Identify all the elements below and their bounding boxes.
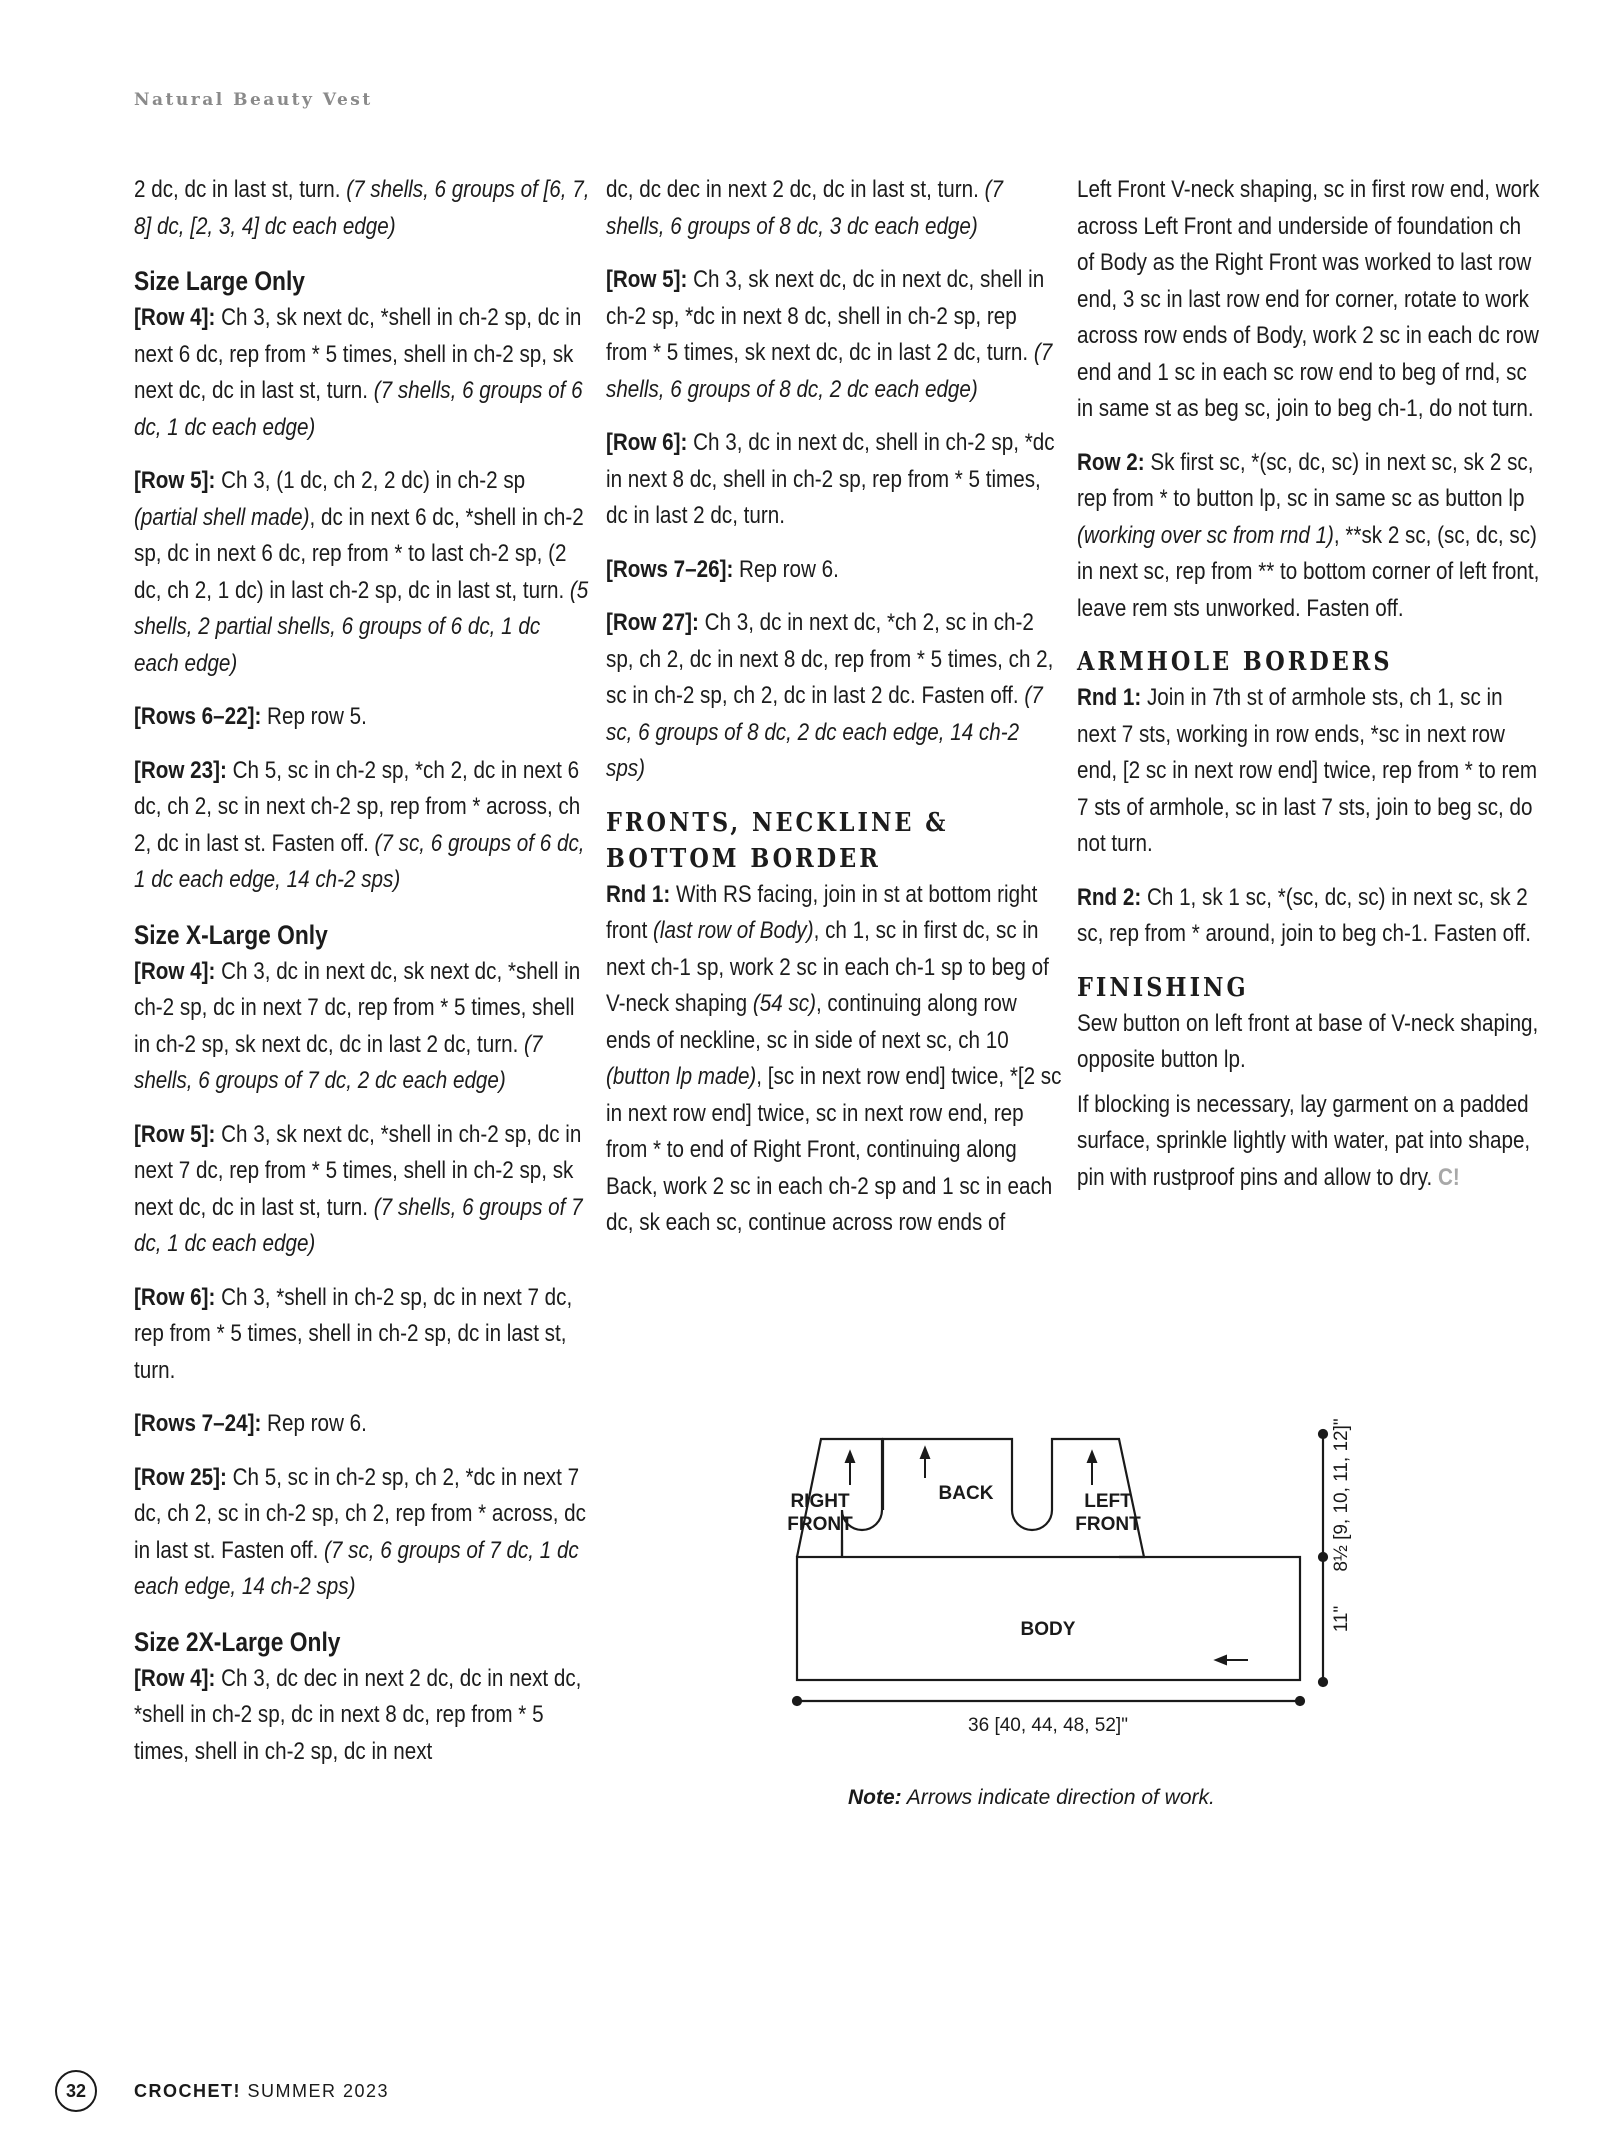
paragraph: 2 dc, dc in last st, turn. (7 shells, 6 groups of [6, 7, 8] dc, [2, 3, 4] dc each edge) [134, 176, 590, 240]
upper-height-dimension: 8½ [9, 10, 11, 12]" [1331, 1418, 1352, 1572]
row-instruction: [Row 5]: Ch 3, (1 dc, ch 2, 2 dc) in ch-2 sp (partial shell made), dc in next 6 dc, *shell in ch-2 sp, dc in next 6 dc, rep from * to last ch-2 sp, (2 dc, ch 2, 1 dc) in last ch-2 sp, dc in last st, turn. (5 shells, 2 partial shells, 6 groups of 6 dc, 1 dc each edge) [134, 467, 589, 677]
left-front-label: FRONT [1075, 1514, 1141, 1535]
row-instruction: [Row 27]: Ch 3, dc in next dc, *ch 2, sc in ch-2 sp, ch 2, dc in next 8 dc, rep from * 5 times, ch 2, sc in ch-2 sp, ch 2, dc in last 2 dc. Fasten off. (7 sc, 6 groups of 8 dc, 2 dc each edge, 14 ch-2 sps) [606, 609, 1054, 782]
row-instruction: [Rows 6–22]: Rep row 5. [134, 703, 367, 730]
column-1 [134, 172, 590, 1770]
row-instruction: [Rows 7–24]: Rep row 6. [134, 1410, 367, 1437]
back-label: BACK [938, 1483, 994, 1504]
size-2xlarge-heading: Size 2X-Large Only [134, 1626, 341, 1657]
armhole-borders-heading: ARMHOLE BORDERS [1077, 647, 1393, 677]
left-front-label: LEFT [1084, 1491, 1132, 1512]
row-instruction: Rnd 1: With RS facing, join in st at bottom right front (last row of Body), ch 1, sc in first dc, sc in next ch-1 sp, work 2 sc in each ch-1 sp to beg of V-neck shaping (54 sc), continuing along row ends of neckline, sc in side of next sc, ch 10 (button lp made), [sc in next row end] twice, *[2 sc in next row end] twice, sc in next row end, rep from * to end of Right Front, continuing along Back, work 2 sc in each ch-2 sp and 1 sc in each dc, sk each sc, continue across row ends of [606, 880, 1062, 1236]
right-front-label: FRONT [787, 1514, 853, 1535]
row-instruction: [Rows 7–26]: Rep row 6. [606, 555, 839, 583]
running-title: Natural Beauty Vest [134, 90, 373, 110]
row-instruction: [Row 4]: Ch 3, sk next dc, *shell in ch-2 sp, dc in next 6 dc, rep from * 5 times, shell in ch-2 sp, sk next dc, dc in last st, turn. (7 shells, 6 groups of 6 dc, 1 dc each edge) [134, 304, 583, 441]
row-instruction: [Row 25]: Ch 5, sc in ch-2 sp, ch 2, *dc in next 7 dc, ch 2, sc in ch-2 sp, ch 2, rep from * across, dc in last st. Fasten off. (7 sc, 6 groups of 7 dc, 1 dc each edge, 14 ch-2 sps) [134, 1463, 586, 1600]
vest-schematic [770, 1390, 1370, 1750]
row-instruction: Rnd 1: Join in 7th st of armhole sts, ch 1, sc in next 7 sts, working in row ends, *sc in next row end, [2 sc in next row end] twice, rep from * to rem 7 sts of armhole, sc in last 7 sts, join to beg sc, do not turn. [1077, 684, 1538, 857]
fronts-neckline-heading: FRONTS, NECKLINE & BOTTOM BORDER [606, 807, 949, 874]
column-2 [606, 172, 1062, 1242]
right-front-label: RIGHT [790, 1491, 850, 1512]
schematic-note: Note: Arrows indicate direction of work. [848, 1786, 1215, 1809]
page-number: 32 [55, 2070, 97, 2112]
width-dimension: 36 [40, 44, 48, 52]" [968, 1715, 1128, 1736]
row-instruction: [Row 6]: Ch 3, dc in next dc, shell in ch-2 sp, *dc in next 8 dc, shell in ch-2 sp, rep from * 5 times, dc in last 2 dc, turn. [606, 429, 1055, 529]
finishing-heading: FINISHING [1077, 972, 1249, 1003]
end-mark-logo: C! [1437, 1163, 1460, 1191]
row-instruction: [Row 5]: Ch 3, sk next dc, dc in next dc, shell in ch-2 sp, *dc in next 8 dc, shell in ch-2 sp, rep from * 5 times, sk next dc, dc in last 2 dc, turn. (7 shells, 6 groups of 8 dc, 2 dc each edge) [606, 266, 1053, 403]
row-instruction: [Row 5]: Ch 3, sk next dc, *shell in ch-2 sp, dc in next 7 dc, rep from * 5 times, shell in ch-2 sp, sk next dc, dc in last st, turn. (7 shells, 6 groups of 7 dc, 1 dc each edge) [134, 1120, 583, 1257]
row-instruction: [Row 6]: Ch 3, *shell in ch-2 sp, dc in next 7 dc, rep from * 5 times, shell in ch-2 sp, dc in last st, turn. [134, 1283, 573, 1384]
size-large-heading: Size Large Only [134, 266, 305, 296]
paragraph: Left Front V-neck shaping, sc in first row end, work across Left Front and underside of foundation ch of Body as the Right Front was worked to last row end, 3 sc in last row end for corner, rotate to work across row ends of Body, work 2 sc in each dc row end and 1 sc in each sc row end to beg of rnd, sc in same st as beg sc, join to beg ch-1, do not turn. [1077, 176, 1540, 422]
magazine-issue: CROCHET! SUMMER 2023 [134, 2080, 390, 2101]
page-footer [55, 2070, 389, 2112]
paragraph: dc, dc dec in next 2 dc, dc in last st, turn. (7 shells, 6 groups of 8 dc, 3 dc each edge) [606, 176, 1003, 240]
lower-height-dimension: 11" [1331, 1605, 1352, 1633]
body-label: BODY [1020, 1619, 1076, 1640]
row-instruction: [Row 23]: Ch 5, sc in ch-2 sp, *ch 2, dc in next 6 dc, ch 2, sc in next ch-2 sp, rep from * across, ch 2, dc in last st. Fasten off. (7 sc, 6 groups of 6 dc, 1 dc each edge, 14 ch-2 sps) [134, 756, 585, 893]
row-instruction: Rnd 2: Ch 1, sk 1 sc, *(sc, dc, sc) in next sc, sk 2 sc, rep from * around, join to beg ch-1. Fasten off. [1077, 883, 1531, 947]
row-instruction: Row 2: Sk first sc, *(sc, dc, sc) in next sc, sk 2 sc, rep from * to button lp, sc in same sc as button lp (working over sc from rnd 1), **sk 2 sc, (sc, dc, sc) in next sc, rep from ** to bottom corner of left front, leave rem sts unworked. Fasten off. [1077, 448, 1540, 622]
paragraph: Sew button on left front at base of V-neck shaping, opposite button lp. [1077, 1009, 1539, 1073]
paragraph: If blocking is necessary, lay garment on a padded surface, sprinkle lightly with water, pat into shape, pin with rustproof pins and allow to dry. C! [1077, 1090, 1531, 1191]
size-xlarge-heading: Size X-Large Only [134, 919, 328, 950]
row-instruction: [Row 4]: Ch 3, dc in next dc, sk next dc, *shell in ch-2 sp, dc in next 7 dc, rep from * 5 times, shell in ch-2 sp, sk next dc, dc in last 2 dc, turn. (7 shells, 6 groups of 7 dc, 2 dc each edge) [134, 957, 581, 1094]
column-3 [1077, 172, 1540, 1196]
row-instruction: [Row 4]: Ch 3, dc dec in next 2 dc, dc in next dc, *shell in ch-2 sp, dc in next 8 dc, rep from * 5 times, shell in ch-2 sp, dc in next [134, 1664, 582, 1765]
